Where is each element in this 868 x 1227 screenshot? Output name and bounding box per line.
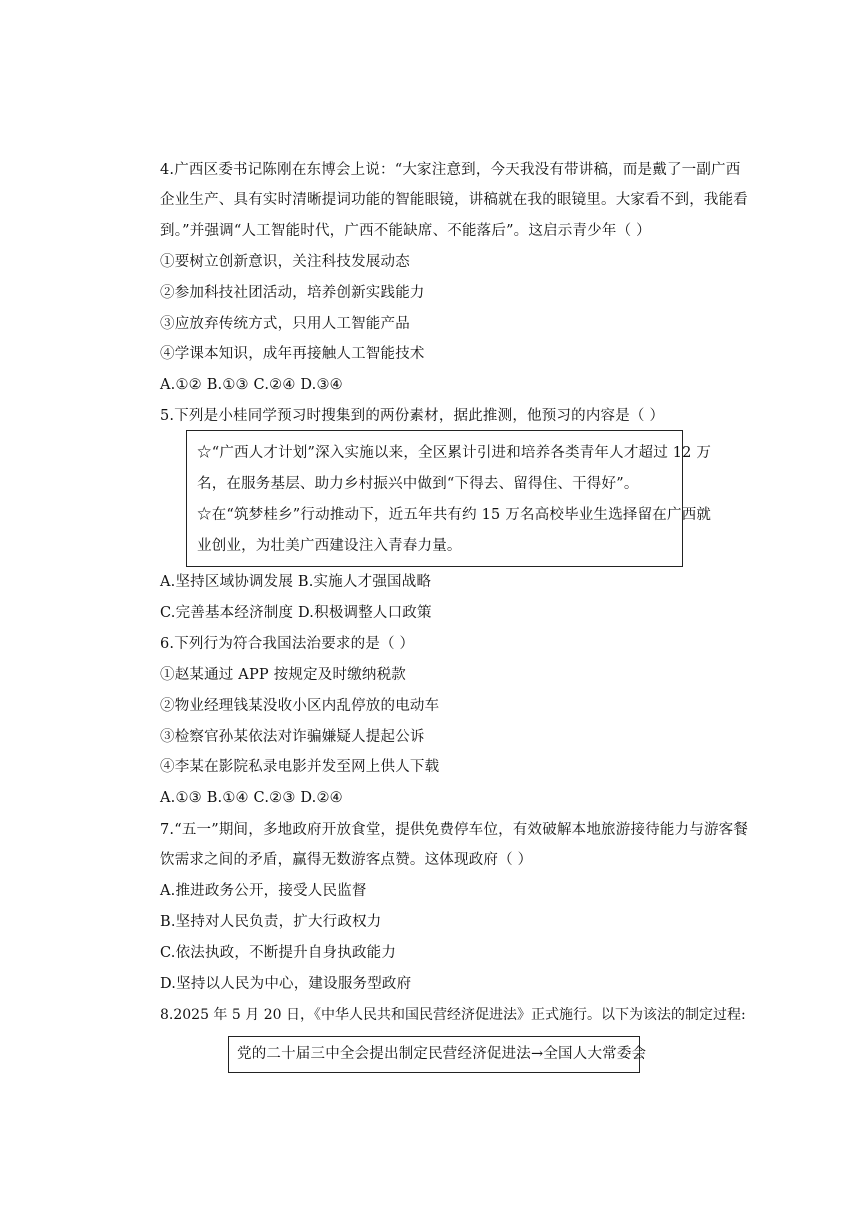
q8-process-text: 党的二十届三中全会提出制定民营经济促进法→全国人大常委会 bbox=[237, 1046, 647, 1062]
q8-stem: 8.2025 年 5 月 20 日，《中华人民共和国民营经济促进法》正式施行。以下为该法的制定过程: bbox=[160, 1007, 746, 1023]
q8-process-box bbox=[228, 1036, 647, 1073]
q4-option-3: ③应放弃传统方式，只用人工智能产品 bbox=[160, 316, 410, 332]
q6-stem: 6.下列行为符合我国法治要求的是（ ） bbox=[160, 636, 415, 652]
q5-material-line-3: ☆在“筑梦桂乡”行动推动下，近五年共有约 15 万名高校毕业生选择留在广西就 bbox=[197, 507, 712, 523]
q7-option-d: D.坚持以人民为中心，建设服务型政府 bbox=[160, 976, 412, 992]
q4-option-2: ②参加科技社团活动，培养创新实践能力 bbox=[160, 285, 425, 301]
q7-stem-line-1: 7.“五一”期间，多地政府开放食堂，提供免费停车位，有效破解本地旅游接待能力与游客餐 bbox=[160, 822, 749, 838]
q5-material-line-2: 名，在服务基层、助力乡村振兴中做到“下得去、留得住、干得好”。 bbox=[197, 476, 639, 492]
q6-answer-choices: A.①③ B.①④ C.②③ D.②④ bbox=[160, 790, 343, 806]
q7-stem-line-2: 饮需求之间的矛盾，赢得无数游客点赞。这体现政府（ ） bbox=[160, 852, 533, 868]
q6-option-4: ④李某在影院私录电影并发至网上供人下载 bbox=[160, 759, 440, 775]
q4-option-1: ①要树立创新意识，关注科技发展动态 bbox=[160, 254, 410, 270]
q4-option-4: ④学课本知识，成年再接触人工智能技术 bbox=[160, 346, 425, 362]
q7-option-a: A.推进政务公开，接受人民监督 bbox=[160, 883, 367, 899]
q7-option-c: C.依法执政，不断提升自身执政能力 bbox=[160, 945, 397, 961]
q5-stem: 5.下列是小桂同学预习时搜集到的两份素材，据此推测，他预习的内容是（ ） bbox=[160, 408, 665, 424]
q4-stem-line-2: 企业生产、具有实时清晰提词功能的智能眼镜，讲稿就在我的眼镜里。大家看不到，我能看 bbox=[160, 192, 748, 208]
q6-option-3: ③检察官孙某依法对诈骗嫌疑人提起公诉 bbox=[160, 729, 425, 745]
q5-material-line-1: ☆“广西人才计划”深入实施以来，全区累计引进和培养各类青年人才超过 12 万 bbox=[197, 445, 712, 461]
q7-option-b: B.坚持对人民负责，扩大行政权力 bbox=[160, 914, 382, 930]
q4-answer-choices: A.①② B.①③ C.②④ D.③④ bbox=[160, 377, 343, 393]
q5-answer-choices-2: C.完善基本经济制度 D.积极调整人口政策 bbox=[160, 605, 432, 621]
q5-answer-choices-1: A.坚持区域协调发展 B.实施人才强国战略 bbox=[160, 574, 432, 590]
q4-stem-line-1: 4.广西区委书记陈刚在东博会上说：“大家注意到，今天我没有带讲稿，而是戴了一副广西 bbox=[160, 162, 741, 178]
q5-material-line-4: 业创业，为壮美广西建设注入青春力量。 bbox=[197, 538, 462, 554]
q6-option-2: ②物业经理钱某没收小区内乱停放的电动车 bbox=[160, 698, 440, 714]
q6-option-1: ①赵某通过 APP 按规定及时缴纳税款 bbox=[160, 667, 407, 683]
q5-material-box bbox=[186, 430, 712, 567]
q4-stem-line-3: 到。”并强调“人工智能时代，广西不能缺席、不能落后”。这启示青少年（ ） bbox=[160, 223, 651, 239]
